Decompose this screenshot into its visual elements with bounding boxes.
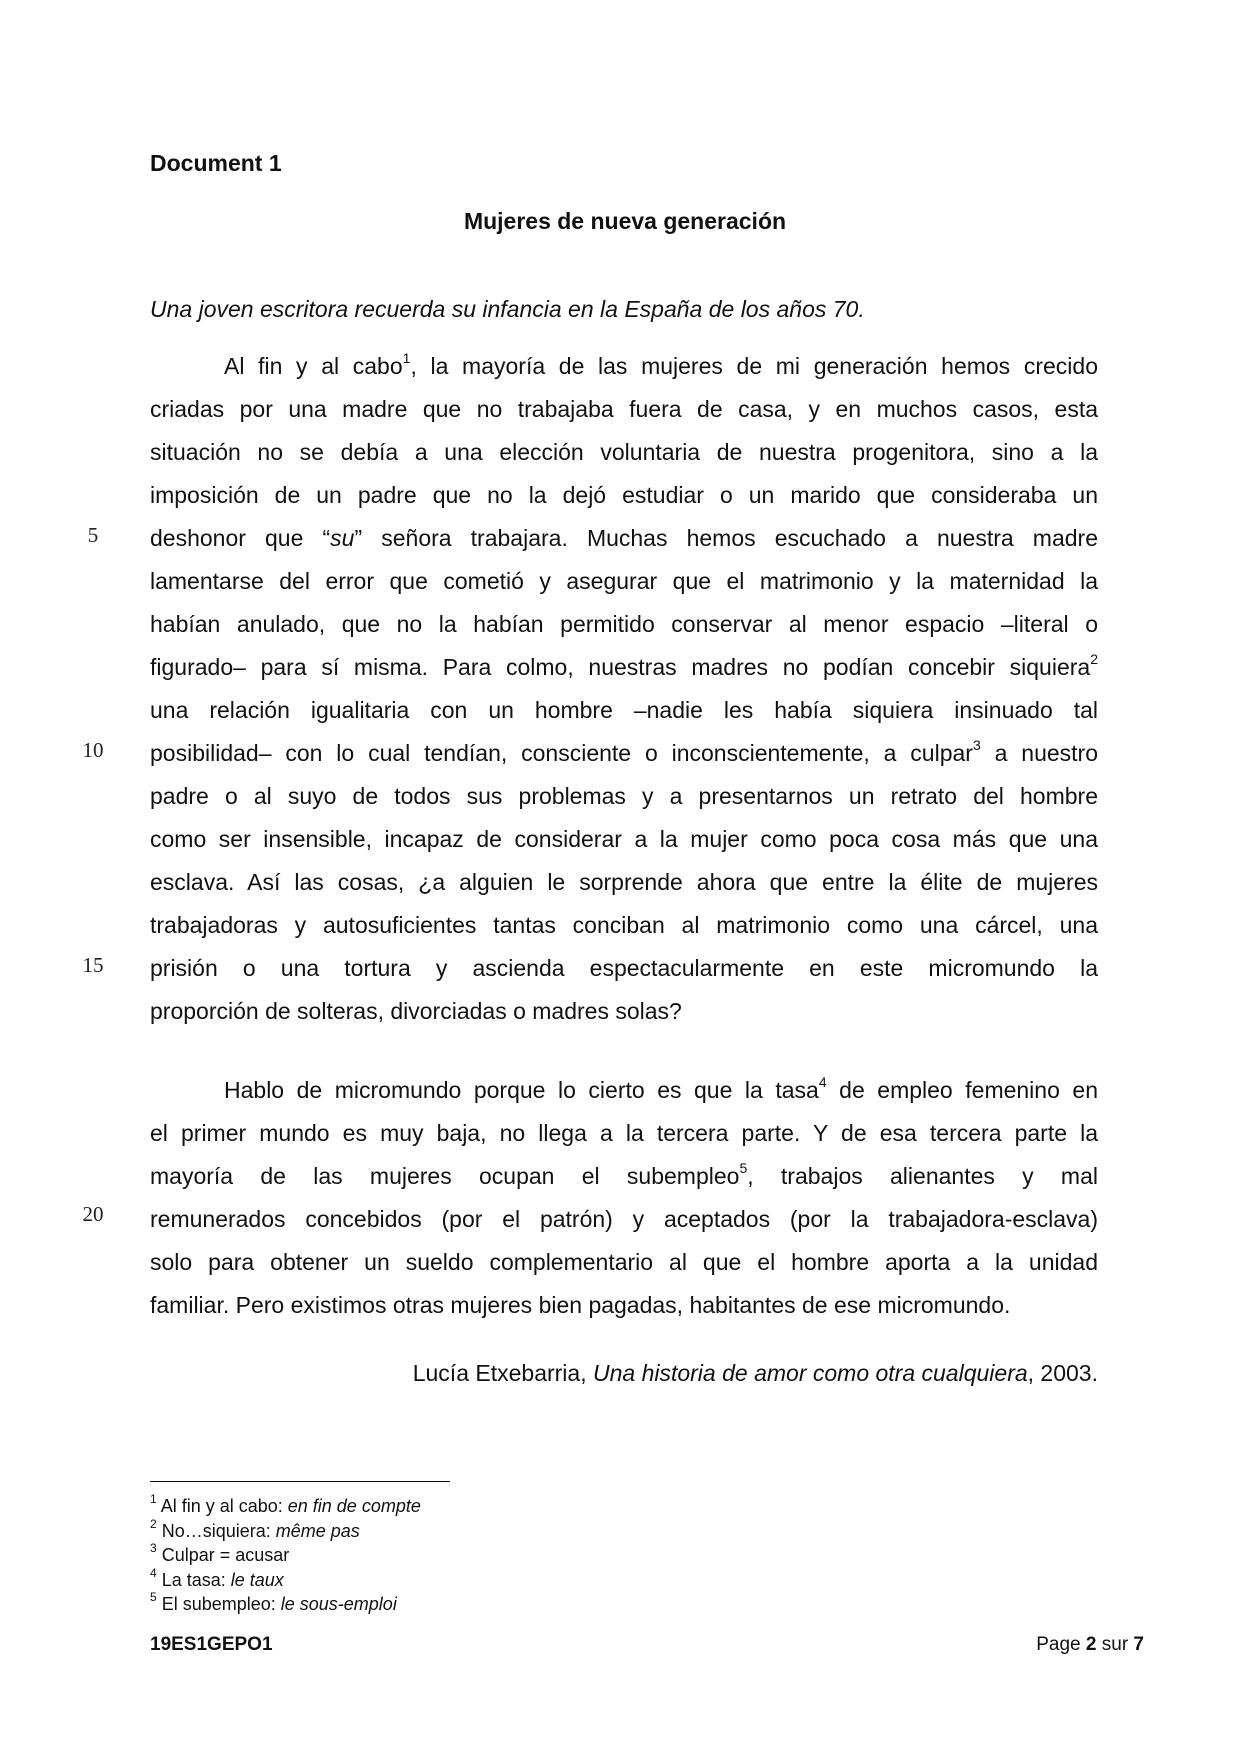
text-line: Al fin y al cabo$^1$, la mayoría de las mujeres de mi generación hemos crecido (224, 350, 1098, 379)
paragraph-2 (150, 1069, 1098, 1327)
footnotes (150, 1494, 421, 1617)
line-number: 5 (87, 523, 99, 547)
book-title: Una historia de amor como otra cualquiera (592, 1360, 1028, 1386)
text-line: una relación igualitaria con un hombre –nadie les había siquiera insinuado tal (150, 697, 1098, 723)
text-line: figurado– para sí misma. Para colmo, nuestras madres no podían concebir siquiera$^2$ (150, 651, 1098, 680)
text-line: remunerados concebidos (por el patrón) y aceptados (por la trabajadora-esclava) (150, 1206, 1098, 1232)
footnote: $^1$ Al fin y al cabo: en fin de compte (150, 1492, 421, 1516)
footnote-ref: 1 (402, 350, 411, 367)
exam-code: 19ES1GEPO1 (150, 1634, 273, 1655)
text-line: imposición de un padre que no la dejó estudiar o un marido que consideraba un (150, 482, 1098, 508)
text-line: solo para obtener un sueldo complementario al que el hombre aporta a la unidad (150, 1249, 1098, 1275)
text-line: situación no se debía a una elección voluntaria de nuestra progenitora, sino a la (150, 439, 1098, 465)
text-line: esclava. Así las cosas, ¿a alguien le sorprende ahora que entre la élite de mujeres (150, 869, 1098, 895)
text-line: mayoría de las mujeres ocupan el subempleo$^5$, trabajos alienantes y mal (150, 1160, 1098, 1189)
text-line: trabajadoras y autosuficientes tantas conciban al matrimonio como una cárcel, una (150, 912, 1098, 938)
source-citation: Lucía Etxebarria, Una historia de amor como otra cualquiera, 2003. (412, 1360, 1098, 1386)
text-line: lamentarse del error que cometió y asegurar que el matrimonio y la maternidad la (150, 568, 1098, 594)
footnote: $^2$ No…siquiera: même pas (150, 1516, 360, 1541)
footnote-divider (150, 1481, 450, 1482)
intro-sentence: Una joven escritora recuerda su infancia en la España de los años 70. (150, 296, 865, 322)
text-line: el primer mundo es muy baja, no llega a la tercera parte. Y de esa tercera parte la (150, 1120, 1098, 1146)
footnote: $^4$ La tasa: le taux (150, 1565, 284, 1590)
paragraph-1 (150, 345, 1098, 1033)
text-line: posibilidad– con lo cual tendían, consciente o inconscientemente, a culpar$^3$ a nuestro (150, 737, 1098, 766)
text-line: criadas por una madre que no trabajaba fuera de casa, y en muchos casos, esta (150, 396, 1098, 422)
document-label: Document 1 (150, 150, 282, 176)
page-indicator: Page 2 sur 7 (1036, 1634, 1144, 1655)
text-line: deshonor que “su” señora trabajara. Muchas hemos escuchado a nuestra madre (150, 525, 1098, 551)
text-line: habían anulado, que no la habían permitido conservar al menor espacio –literal o (150, 611, 1098, 637)
text-line: prisión o una tortura y ascienda espectacularmente en este micromundo la (150, 955, 1098, 981)
footnote: $^3$ Culpar = acusar (150, 1541, 290, 1565)
footnote-ref: 5 (739, 1160, 748, 1177)
footnote-ref: 3 (972, 737, 981, 754)
text-line: padre o al suyo de todos sus problemas y a presentarnos un retrato del hombre (150, 783, 1098, 809)
document-title: Mujeres de nueva generación (463, 208, 787, 234)
footnote-ref: 4 (818, 1074, 827, 1091)
text-line: familiar. Pero existimos otras mujeres bien pagadas, habitantes de ese micromundo. (150, 1292, 1011, 1318)
line-number: 20 (82, 1202, 104, 1226)
text-line: como ser insensible, incapaz de considerar a la mujer como poca cosa más que una (150, 826, 1098, 852)
footnote-ref: 2 (1090, 651, 1098, 668)
footnote: $^5$ El subempleo: le sous-emploi (150, 1590, 397, 1614)
line-number: 10 (82, 738, 104, 762)
text-line: Hablo de micromundo porque lo cierto es que la tasa$^4$ de empleo femenino en (224, 1074, 1098, 1103)
line-number: 15 (82, 953, 104, 977)
text-line: proporción de solteras, divorciadas o madres solas? (150, 998, 682, 1024)
